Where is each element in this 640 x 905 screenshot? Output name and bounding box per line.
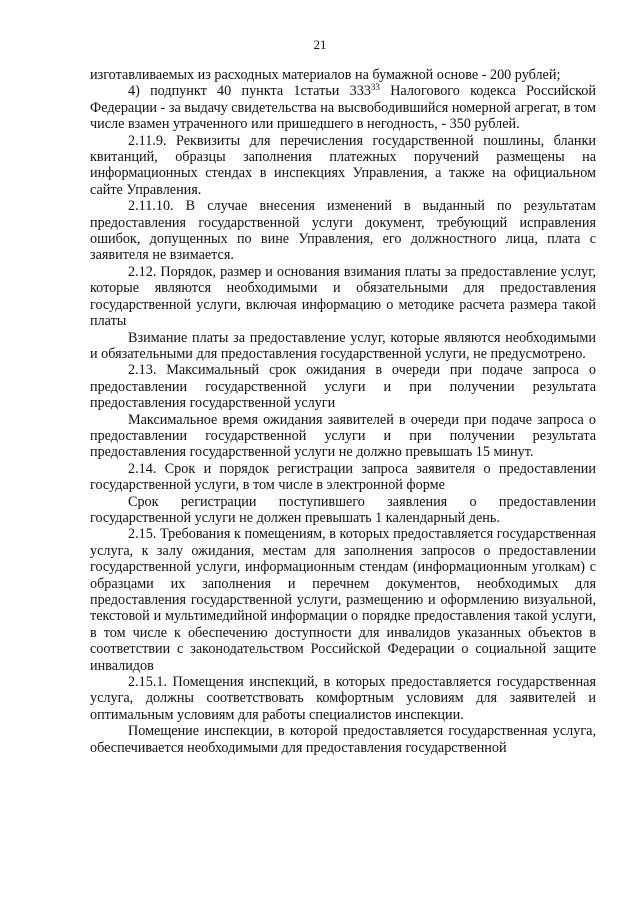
- paragraph-6: Взимание платы за предоставление услуг, которые являются необходимыми и обязательными для предоставления государственной услуги, не предусмотрено.: [90, 329, 596, 362]
- paragraph-1: изготавливаемых из расходных материалов на бумажной основе - 200 рублей;: [90, 67, 561, 83]
- section-heading-2-14: 2.14. Срок и порядок регистрации запроса заявителя о предоставлении государственной услуги, в том числе в электронной форме: [90, 460, 596, 494]
- document-body: [90, 67, 596, 756]
- paragraph-10: Срок регистрации поступившего заявления о предоставлении государственной услуги не должен превышать 1 календарный день.: [90, 493, 596, 526]
- paragraph-12: 2.15.1. Помещения инспекций, в которых предоставляется государственная услуга, должны соответствовать комфортным условиям для заявителей и оптимальным условиям для работы специалистов инспекции.: [90, 674, 596, 723]
- paragraph-3: 2.11.9. Реквизиты для перечисления государственной пошлины, бланки квитанций, образцы заполнения платежных поручений размещены на информационных стендах в инспекциях Управления, а также на официальном сайте Управления.: [90, 132, 596, 198]
- paragraph-2: [90, 83, 596, 132]
- paragraph-4: 2.11.10. В случае внесения изменений в выданный по результатам предоставления государственной услуги документ, требующий исправления ошибок, допущенных по вине Управления, его должностного лица, плата с заявителя не взимается.: [90, 198, 596, 264]
- article-superscript: 33: [370, 82, 380, 93]
- section-heading-2-15: 2.15. Требования к помещениям, в которых предоставляется государственная услуга, к залу ожидания, местам для заполнения запросов о предоставлении государственной услуги, информационным стендам (информационным уголкам) с образцами их заполнения и перечнем документов, необходимых для предоставления государственной услуги, размещению и оформлению визуальной, текстовой и мультимедийной информации о порядке предоставления такой услуги, в том числе к обеспечению доступности для инвалидов указанных объектов в соответствии с законодательством Российской Федерации о социальной защите инвалидов: [90, 526, 596, 674]
- page-number: 21: [313, 37, 327, 52]
- paragraph-2-text-end: Налогового кодекса Российской Федерации - за выдачу свидетельства на высвободившийся номерной агрегат, в том числе взамен утраченного или пришедшего в негодность, - 350 рублей.: [90, 83, 596, 133]
- paragraph-8: Максимальное время ожидания заявителей в очереди при подаче запроса о предоставлении государственной услуги и при получении результата предоставления государственной услуги не должно превышать 15 минут.: [90, 411, 596, 461]
- section-heading-2-12: 2.12. Порядок, размер и основания взимания платы за предоставление услуг, которые являются необходимыми и обязательными для предоставления государственной услуги, включая информацию о методике расчета размера такой платы: [90, 263, 596, 330]
- paragraph-2-text-start: 4) подпункт 40 пункта 1статьи 333: [128, 83, 371, 100]
- section-heading-2-13: 2.13. Максимальный срок ожидания в очереди при подаче запроса о предоставлении государственной услуги и при получении результата предоставления государственной услуги: [90, 362, 596, 412]
- paragraph-13: Помещение инспекции, в которой предоставляется государственная услуга, обеспечивается необходимыми для предоставления государственной: [90, 723, 596, 756]
